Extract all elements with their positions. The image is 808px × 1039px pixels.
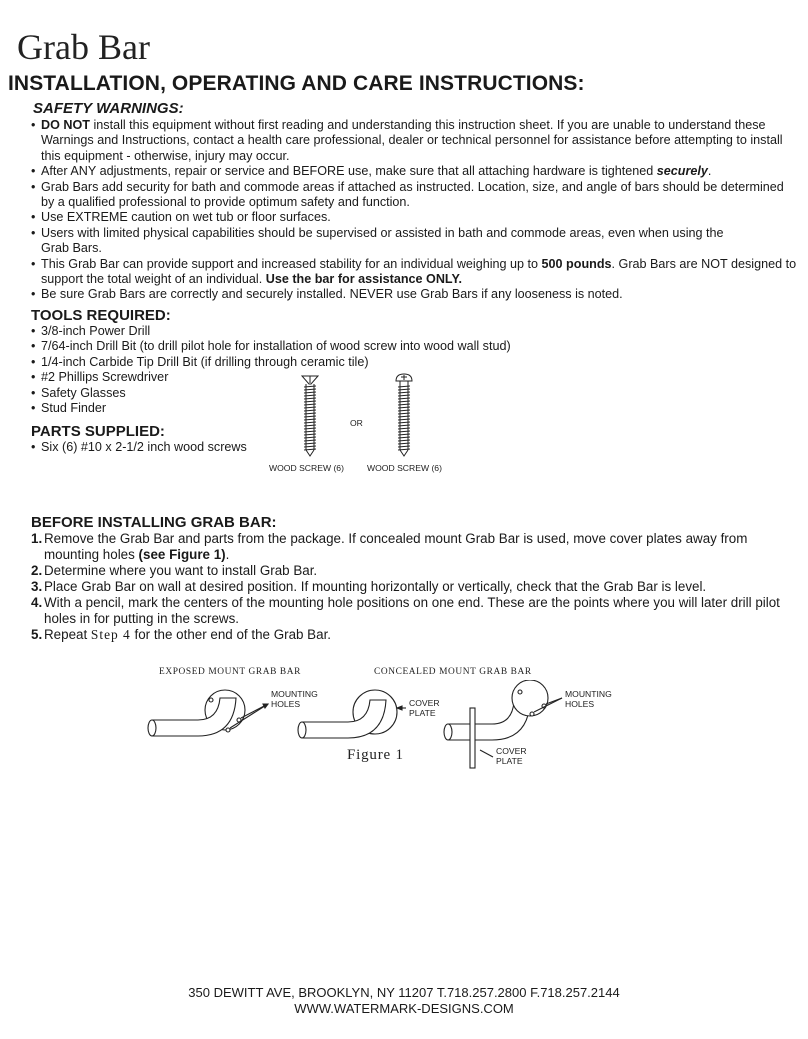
step-item: 1. Remove the Grab Bar and parts from the package. If concealed mount Grab Bar is used, move cover plates away from mounting holes (see Figure 1).	[31, 531, 748, 562]
mounting-holes-label-2: MOUNTING HOLES	[565, 689, 612, 709]
warning-item: • Use EXTREME caution on wet tub or floor surfaces.	[31, 210, 799, 225]
concealed-mount-label: CONCEALED MOUNT GRAB BAR	[374, 667, 532, 677]
cover-plate-label-1: COVER PLATE	[409, 698, 440, 718]
installation-steps	[31, 531, 791, 643]
tool-item: • Safety Glasses	[31, 386, 551, 401]
or-label: OR	[350, 418, 363, 428]
tools-heading: TOOLS REQUIRED:	[31, 307, 171, 324]
warning-item: • This Grab Bar can provide support and increased stability for an individual weighing up to 500 pounds. Grab Bars are NOT designed to support the total weight of an individual. Use the bar for assistance ONLY.	[31, 257, 799, 288]
parts-heading: PARTS SUPPLIED:	[31, 423, 165, 440]
footer-address: 350 DEWITT AVE, BROOKLYN, NY 11207 T.718.257.2800 F.718.257.2144	[188, 985, 620, 1000]
before-installing-heading: BEFORE INSTALLING GRAB BAR:	[31, 514, 277, 531]
flat-head-screw-icon	[302, 376, 318, 456]
wood-screw-illustration	[290, 370, 430, 460]
step-item: 2. Determine where you want to install Grab Bar.	[31, 563, 318, 578]
mounting-holes-label-1: MOUNTING HOLES	[271, 689, 318, 709]
warning-item: • Users with limited physical capabilities should be supervised or assisted in bath and commode areas, even when using the Grab Bars.	[31, 226, 799, 257]
tool-item: • Stud Finder	[31, 401, 551, 416]
step-item: 4. With a pencil, mark the centers of the mounting hole positions on one end. These are the points where you will later drill pilot holes in for putting in the screws.	[31, 595, 780, 626]
exposed-mount-label: EXPOSED MOUNT GRAB BAR	[159, 667, 301, 677]
part-item: • Six (6) #10 x 2-1/2 inch wood screws	[31, 440, 291, 455]
footer-website: WWW.WATERMARK-DESIGNS.COM	[294, 1001, 514, 1016]
step-item: 5. Repeat Step 4 for the other end of the Grab Bar.	[31, 627, 332, 642]
warning-item: • Be sure Grab Bars are correctly and securely installed. NEVER use Grab Bars if any looseness is noted.	[31, 287, 799, 302]
page-title: Grab Bar	[17, 27, 150, 67]
tool-item: • 7/64-inch Drill Bit (to drill pilot hole for installation of wood screw into wood wall stud)	[31, 339, 551, 354]
exposed-grab-bar-icon	[148, 690, 268, 736]
warning-item: • After ANY adjustments, repair or service and BEFORE use, make sure that all attaching hardware is tightened securely.	[31, 164, 799, 179]
warning-item: • DO NOT install this equipment without first reading and understanding this instruction sheet. If you are unable to understand these Warnings and Instructions, contact a health care professional, dealer or technical personnel for assistance before attempting to install this equipment - otherwise, injury may occur.	[31, 118, 799, 164]
warning-item: • Grab Bars add security for bath and commode areas if attached as instructed. Location, size, and angle of bars should be determined by a qualified professional to provide optimum safety and function.	[31, 180, 799, 211]
cover-plate-label-2: COVER PLATE	[496, 746, 527, 766]
safety-warnings-list	[31, 118, 799, 303]
tool-item: • 3/8-inch Power Drill	[31, 324, 551, 339]
safety-warnings-heading: SAFETY WARNINGS:	[33, 100, 184, 117]
main-heading: INSTALLATION, OPERATING AND CARE INSTRUCTIONS:	[8, 72, 585, 95]
parts-list	[31, 440, 291, 455]
pan-head-screw-icon	[396, 374, 412, 456]
tool-item: • #2 Phillips Screwdriver	[31, 370, 551, 385]
tool-item: • 1/4-inch Carbide Tip Drill Bit (if drilling through ceramic tile)	[31, 355, 551, 370]
wood-screw-label-2: WOOD SCREW (6)	[367, 463, 442, 473]
figure-caption: Figure 1	[347, 747, 404, 763]
step-item: 3. Place Grab Bar on wall at desired position. If mounting horizontally or vertically, check that the Grab Bar is level.	[31, 579, 707, 594]
wood-screw-label-1: WOOD SCREW (6)	[269, 463, 344, 473]
